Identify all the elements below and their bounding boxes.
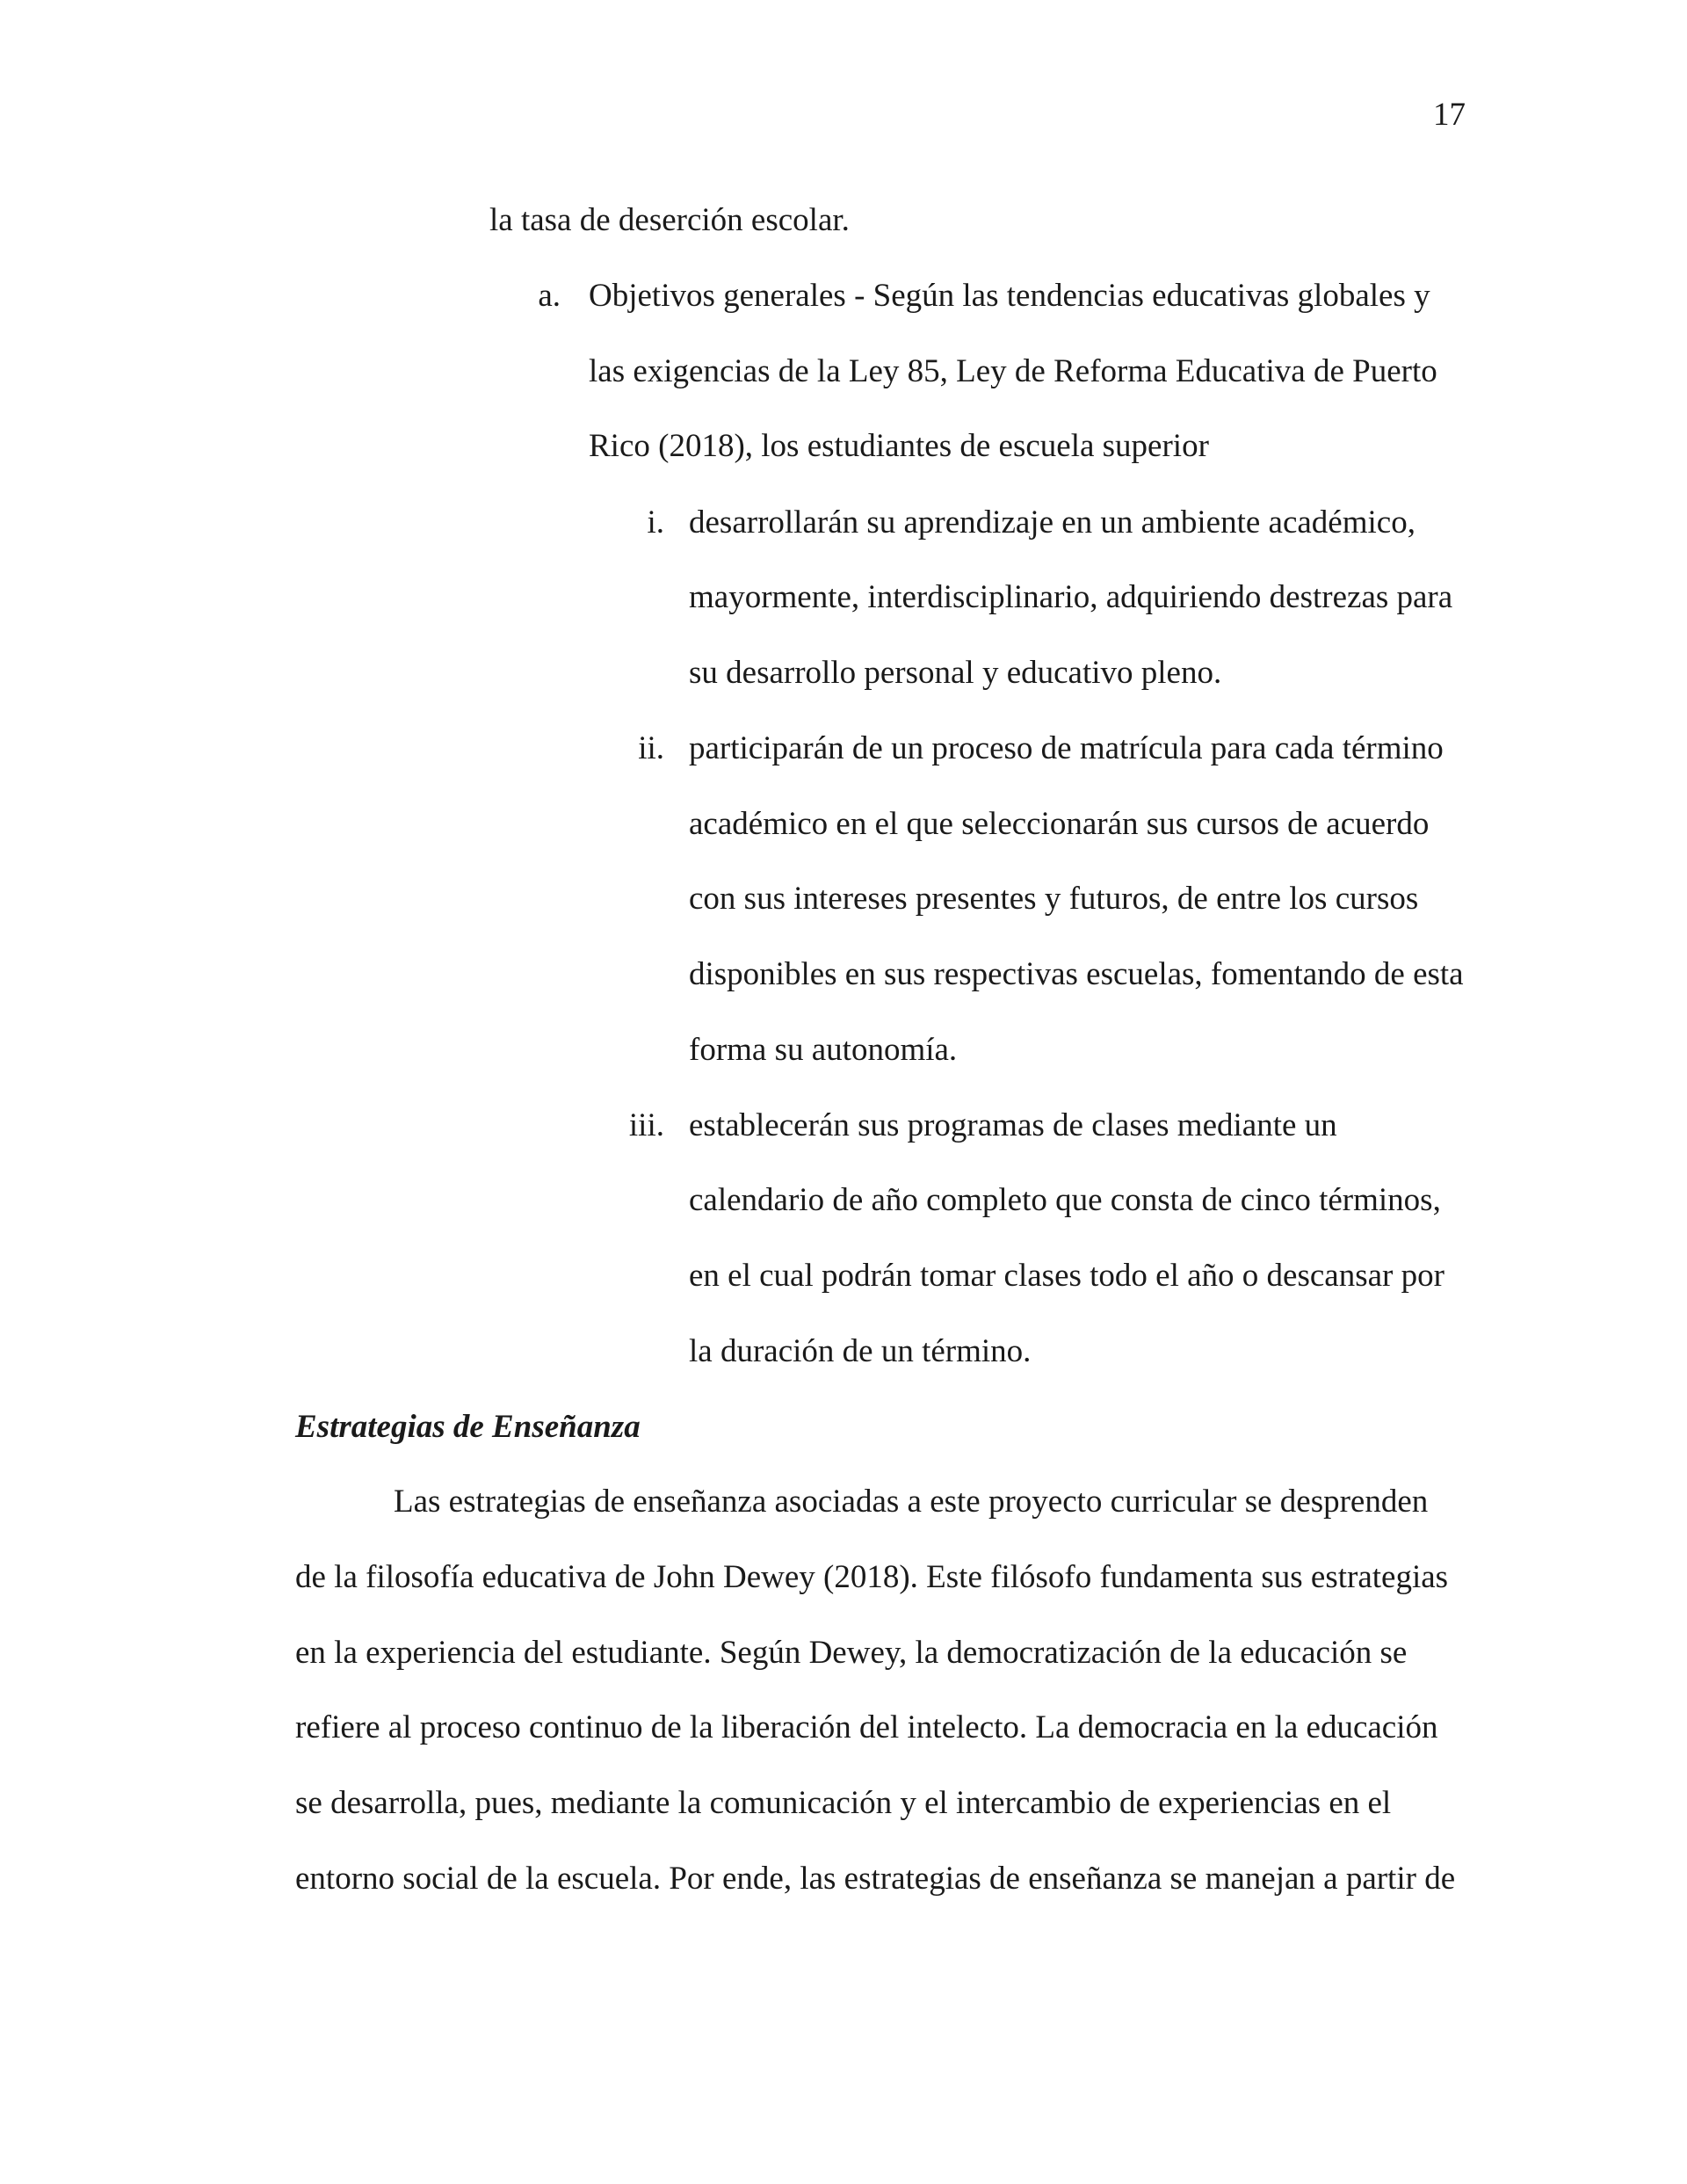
list-marker-iii: iii. — [628, 1107, 664, 1143]
intro-line: la tasa de deserción escolar. — [489, 202, 850, 238]
paragraph-line: en la experiencia del estudiante. Según Dewey, la democratización de la educación se — [295, 1635, 1408, 1671]
sub-item-iii-line: en el cual podrán tomar clases todo el año o descansar por — [689, 1258, 1444, 1294]
sub-item-ii-line: académico en el que seleccionarán sus cursos de acuerdo — [689, 806, 1430, 842]
list-marker-ii: ii. — [638, 730, 664, 766]
paragraph-line: Las estrategias de enseñanza asociadas a este proyecto curricular se desprenden — [394, 1484, 1429, 1520]
item-a-line: Objetivos generales - Según las tendencias educativas globales y — [589, 278, 1430, 314]
list-marker-a: a. — [538, 278, 561, 314]
sub-item-ii-line: disponibles en sus respectivas escuelas, fomentando de esta — [689, 956, 1464, 992]
paragraph-line: de la filosofía educativa de John Dewey (2018). Este filósofo fundamenta sus estrategias — [295, 1559, 1449, 1595]
section-heading: Estrategias de Enseñanza — [295, 1409, 641, 1445]
paragraph-line: refiere al proceso continuo de la liberación del intelecto. La democracia en la educación — [295, 1709, 1438, 1745]
sub-item-iii-line: establecerán sus programas de clases mediante un — [689, 1107, 1337, 1143]
sub-item-iii-line: la duración de un término. — [689, 1333, 1032, 1369]
sub-item-i-line: desarrollarán su aprendizaje en un ambiente académico, — [689, 504, 1415, 541]
sub-item-ii-line: participarán de un proceso de matrícula para cada término — [689, 730, 1444, 766]
paragraph-line: se desarrolla, pues, mediante la comunicación y el intercambio de experiencias en el — [295, 1785, 1392, 1821]
sub-item-ii-line: con sus intereses presentes y futuros, de entre los cursos — [689, 881, 1419, 917]
sub-item-i-line: mayormente, interdisciplinario, adquiriendo destrezas para — [689, 579, 1453, 615]
page-number: 17 — [1433, 97, 1466, 133]
sub-item-iii-line: calendario de año completo que consta de cinco términos, — [689, 1182, 1441, 1218]
item-a-line: Rico (2018), los estudiantes de escuela superior — [589, 428, 1209, 464]
paragraph-line: entorno social de la escuela. Por ende, las estrategias de enseñanza se manejan a partir de — [295, 1861, 1456, 1897]
list-marker-i: i. — [647, 504, 664, 541]
sub-item-i-line: su desarrollo personal y educativo pleno. — [689, 655, 1222, 691]
sub-item-ii-line: forma su autonomía. — [689, 1032, 958, 1068]
item-a-line: las exigencias de la Ley 85, Ley de Reforma Educativa de Puerto — [589, 353, 1437, 389]
